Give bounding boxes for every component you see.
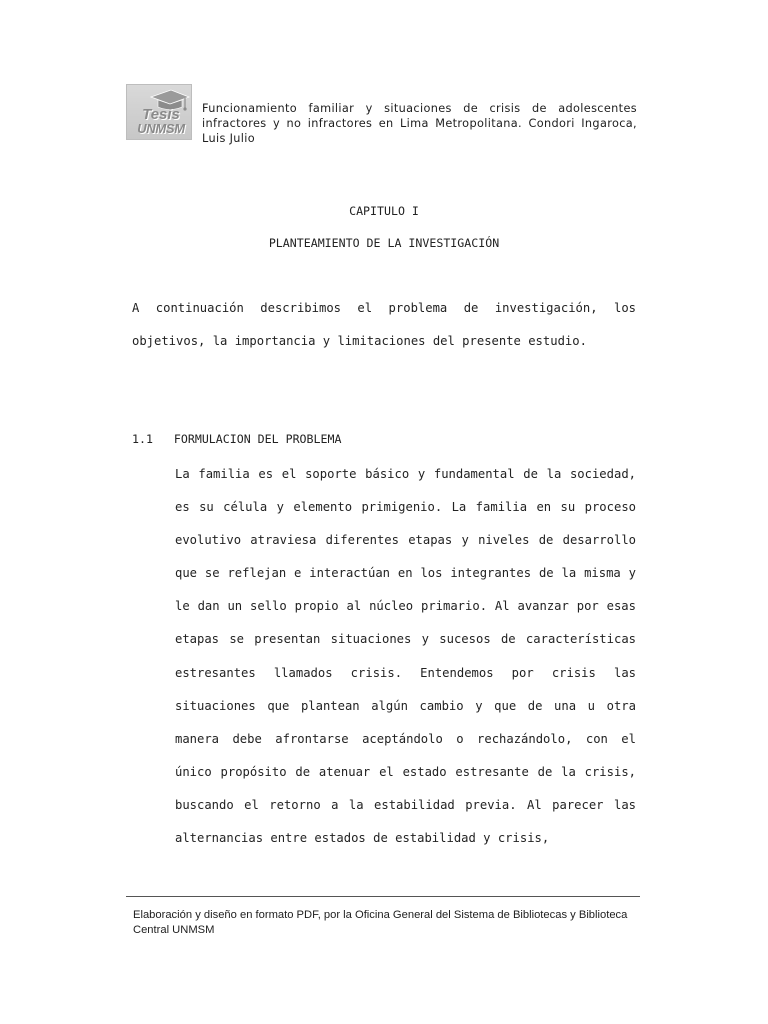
document-citation: Funcionamiento familiar y situaciones de crisis de adolescentes infractores y no infractores en Lima Metropolitana. Condori Ingaroca, Luis Julio <box>202 102 637 145</box>
logo-unmsm-text: UNMSM <box>137 121 185 136</box>
logo-tesis-text: Tesis <box>142 106 180 123</box>
section-body-paragraph: La familia es el soporte básico y fundamental de la sociedad, es su célula y elemento primigenio. La familia en su proceso evolutivo atraviesa diferentes etapas y niveles de desarrollo que se reflejan e interactúan en los integrantes de la misma y le dan un sello propio al núcleo primario. Al avanzar por esas etapas se presentan situaciones y sucesos de características estresantes llamados crisis. Entendemos por crisis las situaciones que plantean algún cambio y que de una u otra manera debe afrontarse aceptándolo o rechazándolo, con el único propósito de atenuar el estado estresante de la crisis, buscando el retorno a la estabilidad previa. Al parecer las alternancias entre estados de estabilidad y crisis, <box>175 467 636 846</box>
tesis-unmsm-logo <box>126 84 192 140</box>
footer-text: Elaboración y diseño en formato PDF, por la Oficina General del Sistema de Bibliotecas y Biblioteca Central UNMSM <box>133 909 628 936</box>
footer-divider <box>126 896 640 897</box>
section-number: 1.1 <box>132 432 153 446</box>
intro-paragraph: A continuación describimos el problema de investigación, los objetivos, la importancia y limitaciones del presente estudio. <box>132 301 636 349</box>
chapter-title: PLANTEAMIENTO DE LA INVESTIGACIÓN <box>268 236 500 250</box>
section-title: FORMULACION DEL PROBLEMA <box>173 432 342 446</box>
chapter-label: CAPITULO I <box>349 204 419 218</box>
section-heading <box>132 432 341 446</box>
page-header <box>126 84 640 144</box>
